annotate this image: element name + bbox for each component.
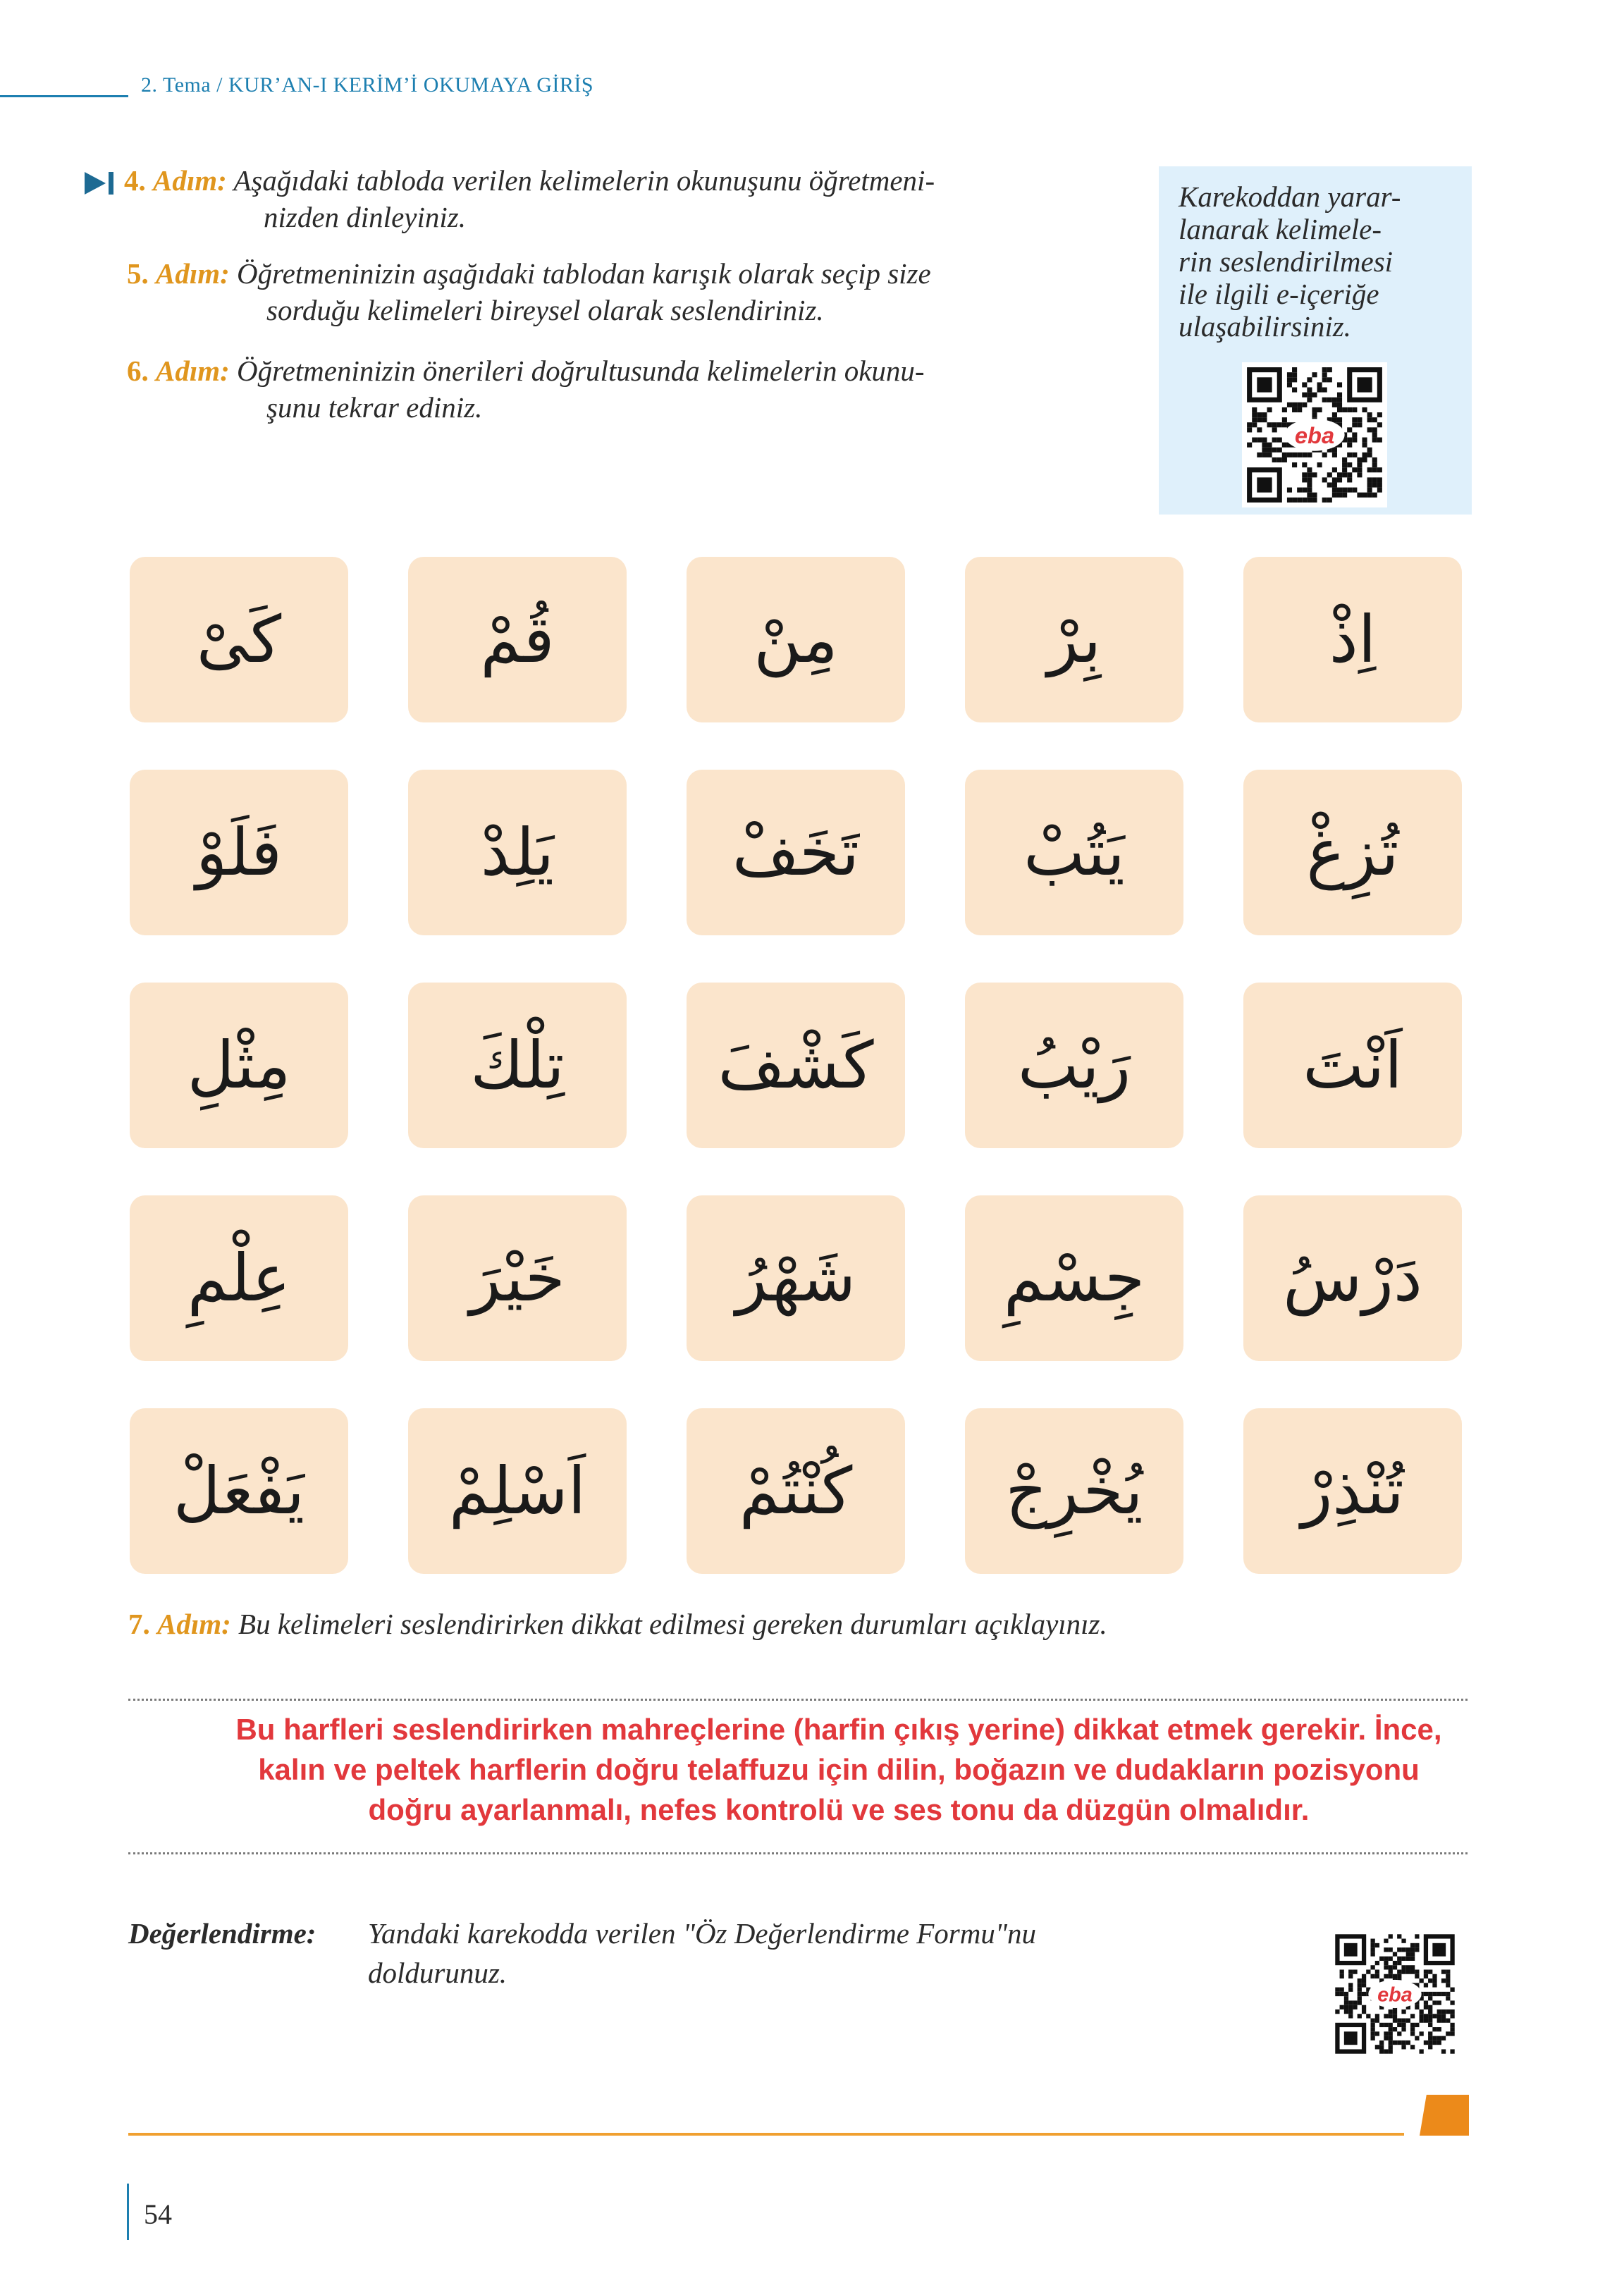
arabic-word: مِنْ (753, 602, 838, 677)
word-tile (687, 770, 905, 935)
arabic-word: كَىْ (196, 602, 282, 677)
word-tile (408, 1195, 627, 1361)
arabic-word: تَخَفْ (732, 815, 860, 890)
arabic-word: تِلْكَ (470, 1028, 565, 1103)
answer-line-top (128, 1699, 1468, 1701)
arabic-word: مِثْلِ (187, 1028, 291, 1103)
word-tile (1243, 983, 1462, 1148)
step-7: 7. Adım: Bu kelimeleri seslendirirken dikkat edilmesi gereken durumları açıklayınız. (128, 1608, 1107, 1640)
word-tile (1243, 557, 1462, 722)
footer-rule (128, 2133, 1404, 2136)
step-5: 5. Adım: Öğretmeninizin aşağıdaki tablodan karışık olarak seçip size sorduğu kelimeleri bireysel olarak seslendiriniz. (127, 257, 931, 326)
qr-info-text: Karekoddan yarar- lanarak kelimele- rin seslendirilmesi ile ilgili e-içeriğe ulaşabilirsiniz. (1179, 180, 1401, 343)
arabic-word: خَيْرَ (469, 1241, 565, 1316)
word-tile (965, 770, 1183, 935)
arabic-word: اَسْلِمْ (448, 1453, 586, 1529)
word-tile (965, 1195, 1183, 1361)
arabic-word: عِلْمِ (187, 1241, 291, 1316)
word-tile (965, 557, 1183, 722)
step-6: 6. Adım: Öğretmeninizin önerileri doğrultusunda kelimelerin okunu- şunu tekrar ediniz. (127, 355, 925, 424)
page-number: 54 (144, 2198, 172, 2230)
arabic-word: يَتُبْ (1023, 815, 1125, 890)
arabic-word: دَرْسُ (1283, 1241, 1422, 1316)
word-tile (408, 770, 627, 935)
word-tile (1243, 1195, 1462, 1361)
word-tile (408, 983, 627, 1148)
arabic-word: جِسْمِ (1003, 1241, 1145, 1316)
eba-logo-text: eba (1377, 1983, 1413, 2007)
header-rule (0, 95, 128, 97)
evaluation-qr-code-icon[interactable] (1331, 1930, 1459, 2058)
page-number-bar (127, 2184, 129, 2240)
footer-tab (1420, 2095, 1469, 2136)
word-tile (687, 983, 905, 1148)
arabic-word: كُنْتُمْ (739, 1453, 853, 1529)
arabic-word: يَفْعَلْ (173, 1453, 305, 1529)
evaluation: Değerlendirme: Yandaki karekodda verilen "Öz Değerlendirme Formu"nu doldurunuz. (128, 1917, 1037, 1989)
arabic-word: شَهْرُ (735, 1241, 856, 1316)
word-tile (687, 1408, 905, 1574)
arabic-word: فَلَوْ (196, 815, 282, 890)
arabic-word: يُخْرِجْ (1005, 1453, 1143, 1529)
eba-logo-text: eba (1294, 422, 1335, 449)
play-next-icon (85, 169, 118, 197)
arabic-word: اِذْ (1329, 602, 1377, 677)
word-tile (687, 557, 905, 722)
answer-line-bottom (128, 1852, 1468, 1854)
word-tile (965, 983, 1183, 1148)
word-tile (130, 557, 348, 722)
step-4: 4. Adım: Aşağıdaki tabloda verilen kelimelerin okunuşunu öğretmeni- nizden dinleyiniz. (124, 164, 935, 233)
arabic-word: قُمْ (480, 602, 555, 677)
word-tile (130, 1195, 348, 1361)
arabic-word: يَلِدْ (480, 815, 555, 890)
word-tile (1243, 770, 1462, 935)
arabic-word: تُنْذِرْ (1300, 1453, 1405, 1529)
qr-info-box (1159, 166, 1472, 515)
word-tile (130, 770, 348, 935)
word-tile (1243, 1408, 1462, 1574)
arabic-word: كَشْفَ (718, 1028, 874, 1103)
word-tile (965, 1408, 1183, 1574)
arabic-word: رَيْبُ (1017, 1028, 1131, 1103)
running-header: 2. Tema / KUR’AN-I KERİM’İ OKUMAYA GİRİŞ (141, 73, 594, 97)
word-tile (130, 1408, 348, 1574)
arabic-word: تُزِغْ (1306, 815, 1399, 890)
word-tile (408, 557, 627, 722)
word-tile (408, 1408, 627, 1574)
qr-code-icon[interactable] (1242, 362, 1387, 507)
word-tile (687, 1195, 905, 1361)
answer-text: Bu harfleri seslendirirken mahreçlerine (harfin çıkış yerine) dikkat etmek gerekir. İnce, kalın ve peltek harflerin doğru telaffuzu için dilin, boğazın ve dudakların pozisyonu doğru ayarlanmalı, nefes kontrolü ve ses tonu da düzgün olmalıdır. (235, 1713, 1442, 1826)
arabic-word: اَنْتَ (1303, 1028, 1403, 1103)
word-tile (130, 983, 348, 1148)
arabic-word: بِرْ (1047, 602, 1102, 677)
